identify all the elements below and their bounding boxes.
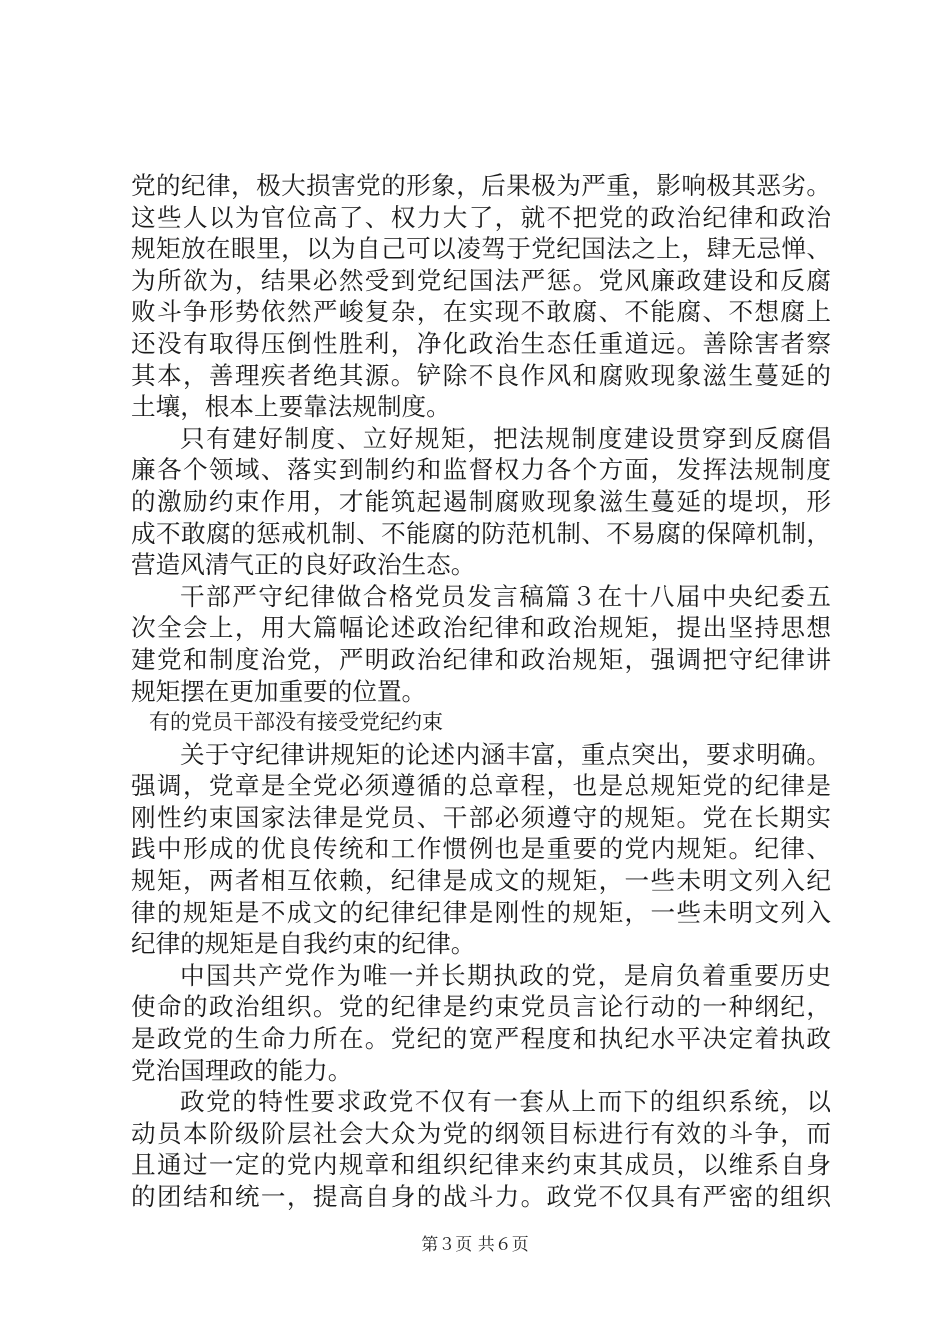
text-line: 动员本阶级阶层社会大众为党的纲领目标进行有效的斗争，而	[131, 1118, 831, 1148]
text-line: 党的纪律，极大损害党的形象，后果极为严重，影响极其恶劣。	[131, 171, 831, 200]
text-line: 只有建好制度、立好规矩，把法规制度建设贯穿到反腐倡	[180, 423, 831, 453]
text-line: 这些人以为官位高了、权力大了，就不把党的政治纪律和政治	[131, 202, 831, 232]
text-line: 强调，党章是全党必须遵循的总章程，也是总规矩党的纪律是	[131, 771, 831, 801]
text-line: 廉各个领域、落实到制约和监督权力各个方面，发挥法规制度	[131, 455, 831, 485]
subheading-line: 有的党员干部没有接受党纪约束	[149, 710, 443, 735]
text-line: 建党和制度治党，严明政治纪律和政治规矩，强调把守纪律讲	[131, 644, 831, 674]
text-line: 规矩，两者相互依赖，纪律是成文的规矩，一些未明文列入纪	[131, 866, 831, 896]
text-line: 政党的特性要求政党不仅有一套从上而下的组织系统，以	[180, 1087, 831, 1117]
text-line: 干部严守纪律做合格党员发言稿篇３在十八届中央纪委五	[180, 581, 831, 611]
text-line: 使命的政治组织。党的纪律是约束党员言论行动的一种纲纪，	[131, 992, 831, 1022]
text-line: 是政党的生命力所在。党纪的宽严程度和执纪水平决定着执政	[131, 1024, 831, 1054]
text-line: 践中形成的优良传统和工作惯例也是重要的党内规矩。纪律、	[131, 834, 831, 864]
text-line: 且通过一定的党内规章和组织纪律来约束其成员，以维系自身	[131, 1150, 831, 1180]
text-line: 次全会上，用大篇幅论述政治纪律和政治规矩，提出坚持思想	[131, 613, 831, 643]
text-line: 营造风清气正的良好政治生态。	[131, 550, 476, 580]
text-line: 律的规矩是不成文的纪律纪律是刚性的规矩，一些未明文列入	[131, 897, 831, 927]
text-line: 党治国理政的能力。	[131, 1055, 353, 1085]
text-line: 规矩放在眼里，以为自己可以凌驾于党纪国法之上，肆无忌惮、	[131, 234, 831, 264]
text-line: 纪律的规矩是自我约束的纪律。	[131, 929, 476, 959]
text-line: 土壤，根本上要靠法规制度。	[131, 392, 451, 422]
text-line: 关于守纪律讲规矩的论述内涵丰富，重点突出，要求明确。	[180, 739, 831, 769]
body-text	[131, 170, 831, 1213]
text-line: 败斗争形势依然严峻复杂，在实现不敢腐、不能腐、不想腐上	[131, 297, 831, 327]
text-line: 为所欲为，结果必然受到党纪国法严惩。党风廉政建设和反腐	[131, 265, 831, 295]
page-number-footer: 第３页 共６页	[421, 1235, 529, 1255]
text-line: 刚性约束国家法律是党员、干部必须遵守的规矩。党在长期实	[131, 802, 831, 832]
text-line: 中国共产党作为唯一并长期执政的党，是肩负着重要历史	[180, 960, 831, 990]
text-line: 其本，善理疾者绝其源。铲除不良作风和腐败现象滋生蔓延的	[131, 360, 831, 390]
text-line: 还没有取得压倒性胜利，净化政治生态任重道远。善除害者察	[131, 328, 831, 358]
text-line: 成不敢腐的惩戒机制、不能腐的防范机制、不易腐的保障机制，	[131, 518, 831, 548]
text-line: 的激励约束作用，才能筑起遏制腐败现象滋生蔓延的堤坝，形	[131, 486, 831, 516]
text-line: 规矩摆在更加重要的位置。	[131, 676, 427, 706]
text-line: 的团结和统一，提高自身的战斗力。政党不仅具有严密的组织	[131, 1182, 831, 1211]
